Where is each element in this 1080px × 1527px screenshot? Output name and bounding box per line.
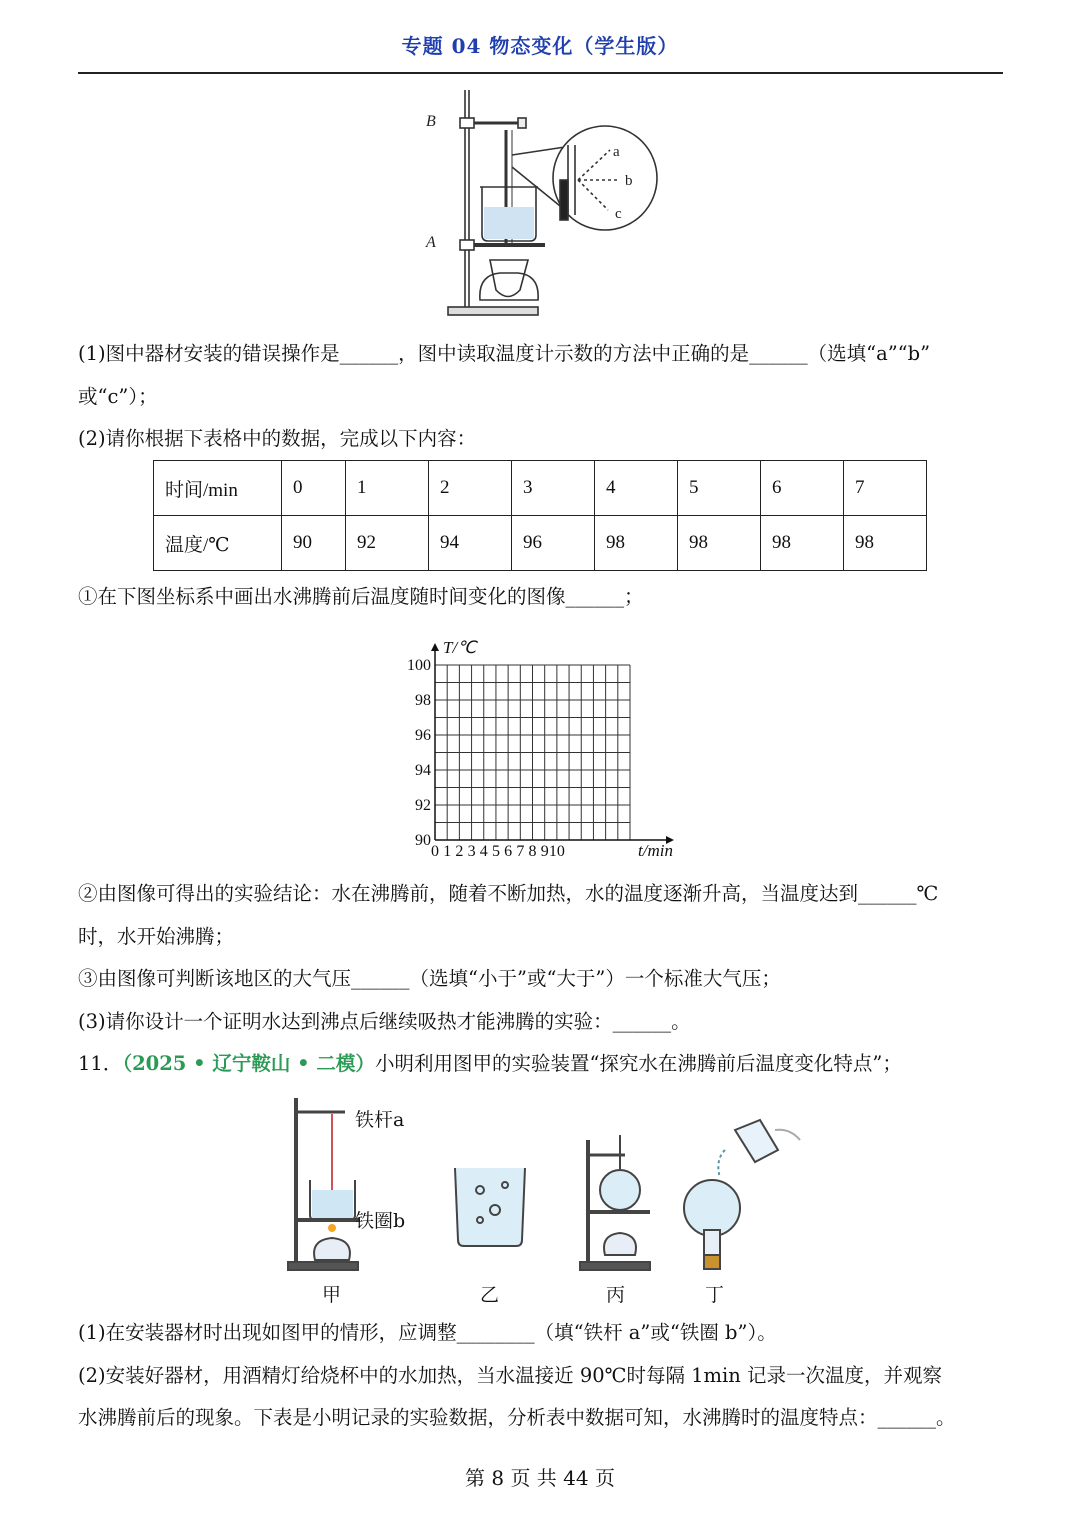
- q10-part3: (3)请你设计一个证明水达到沸点后继续吸热才能沸腾的实验：______。: [78, 1010, 691, 1033]
- label-eye-c: c: [615, 206, 622, 222]
- label-jia: 甲: [322, 1284, 342, 1306]
- label-yi: 乙: [480, 1284, 500, 1306]
- y-tick-label: 96: [415, 727, 431, 744]
- x-tick-label: 5: [491, 843, 500, 860]
- table-header-temperature: 温度/℃: [154, 516, 282, 571]
- y-tick-label: 100: [407, 657, 431, 674]
- table-cell: 92: [346, 516, 429, 571]
- page-footer: 第 8 页 共 44 页: [465, 1466, 615, 1490]
- q11-text: 小明利用图甲的实验装置“探究水在沸腾前后温度变化特点”；: [374, 1052, 902, 1075]
- table-cell: 98: [761, 516, 844, 571]
- q10-part2-intro: (2)请你根据下表格中的数据，完成以下内容：: [78, 427, 477, 450]
- time-temperature-table: [153, 460, 927, 571]
- x-tick-label: 7: [516, 843, 525, 860]
- table-cell: 1: [346, 461, 429, 516]
- x-tick-label: 2: [455, 843, 464, 860]
- label-A: A: [426, 234, 436, 251]
- table-cell: 96: [512, 516, 595, 571]
- label-B: B: [426, 113, 436, 130]
- x-tick-label: 4: [479, 843, 488, 860]
- q10-part1-line2: 或“c”）；: [78, 385, 158, 408]
- y-axis-label: T/℃: [443, 638, 477, 657]
- q10-item2-line1: ②由图像可得出的实验结论：水在沸腾前，随着不断加热，水的温度逐渐升高，当温度达到______℃: [78, 882, 939, 905]
- q11-part1: (1)在安装器材时出现如图甲的情形，应调整________（填“铁杆 a”或“铁圈 b”）。: [78, 1321, 777, 1344]
- table-cell: 98: [844, 516, 927, 571]
- table-header-time: 时间/min: [154, 461, 282, 516]
- y-tick-label: 92: [415, 797, 431, 814]
- y-axis-arrow: [431, 643, 439, 651]
- q11-source: （2025 • 辽宁鞍山 • 二模）: [122, 1052, 375, 1075]
- page-header: 专题 04 物态变化（学生版）: [401, 34, 679, 58]
- q10-item1: ①在下图坐标系中画出水沸腾前后温度随时间变化的图像______；: [78, 585, 644, 608]
- table-cell: 94: [429, 516, 512, 571]
- x-tick-label: 3: [467, 843, 476, 860]
- table-row-temperature: [154, 516, 927, 571]
- q10-item2-line2: 时，水开始沸腾；: [78, 925, 235, 948]
- x-axis-label: t/min: [638, 841, 673, 860]
- y-tick-label: 90: [415, 832, 431, 849]
- table-cell: 98: [595, 516, 678, 571]
- label-ding: 丁: [705, 1284, 725, 1306]
- x-tick-label: 10: [548, 843, 565, 860]
- y-tick-label: 94: [415, 762, 431, 779]
- q10-part1-line1: (1)图中器材安装的错误操作是______，图中读取温度计示数的方法中正确的是______（选填“a”“b”: [78, 342, 931, 365]
- figure-boiling-apparatus: [420, 85, 670, 325]
- table-cell: 6: [761, 461, 844, 516]
- table-cell: 90: [282, 516, 346, 571]
- q11-part2-line2: 水沸腾前后的现象。下表是小明记录的实验数据，分析表中数据可知，水沸腾时的温度特点：______。: [78, 1406, 956, 1429]
- table-cell: 5: [678, 461, 761, 516]
- q10-item3: ③由图像可判断该地区的大气压______（选填“小于”或“大于”）一个标准大气压；: [78, 967, 781, 990]
- q11-number: 11．: [78, 1052, 123, 1075]
- y-tick-label: 98: [415, 692, 431, 709]
- label-bing: 丙: [606, 1284, 626, 1306]
- x-tick-label: 1: [443, 843, 452, 860]
- table-cell: 7: [844, 461, 927, 516]
- table-cell: 98: [678, 516, 761, 571]
- q11-stem: [78, 1052, 1003, 1076]
- x-tick-label: 0: [431, 843, 439, 860]
- q11-part2-line1: (2)安装好器材，用酒精灯给烧杯中的水加热，当水温接近 90℃时每隔 1min 记录一次温度，并观察: [78, 1364, 943, 1387]
- label-eye-a: a: [613, 144, 620, 160]
- table-cell: 0: [282, 461, 346, 516]
- x-tick-label: 9: [540, 843, 549, 860]
- label-eye-b: b: [625, 173, 633, 189]
- header-rule: [78, 72, 1003, 74]
- table-cell: 3: [512, 461, 595, 516]
- table-cell: 2: [429, 461, 512, 516]
- temperature-time-grid-chart: [395, 625, 695, 870]
- table-row-time: [154, 461, 927, 516]
- x-tick-label: 6: [504, 843, 513, 860]
- x-tick-label: 8: [528, 843, 537, 860]
- table-cell: 4: [595, 461, 678, 516]
- label-ring-b: 铁圈b: [355, 1210, 406, 1232]
- label-rod-a: 铁杆a: [355, 1109, 405, 1131]
